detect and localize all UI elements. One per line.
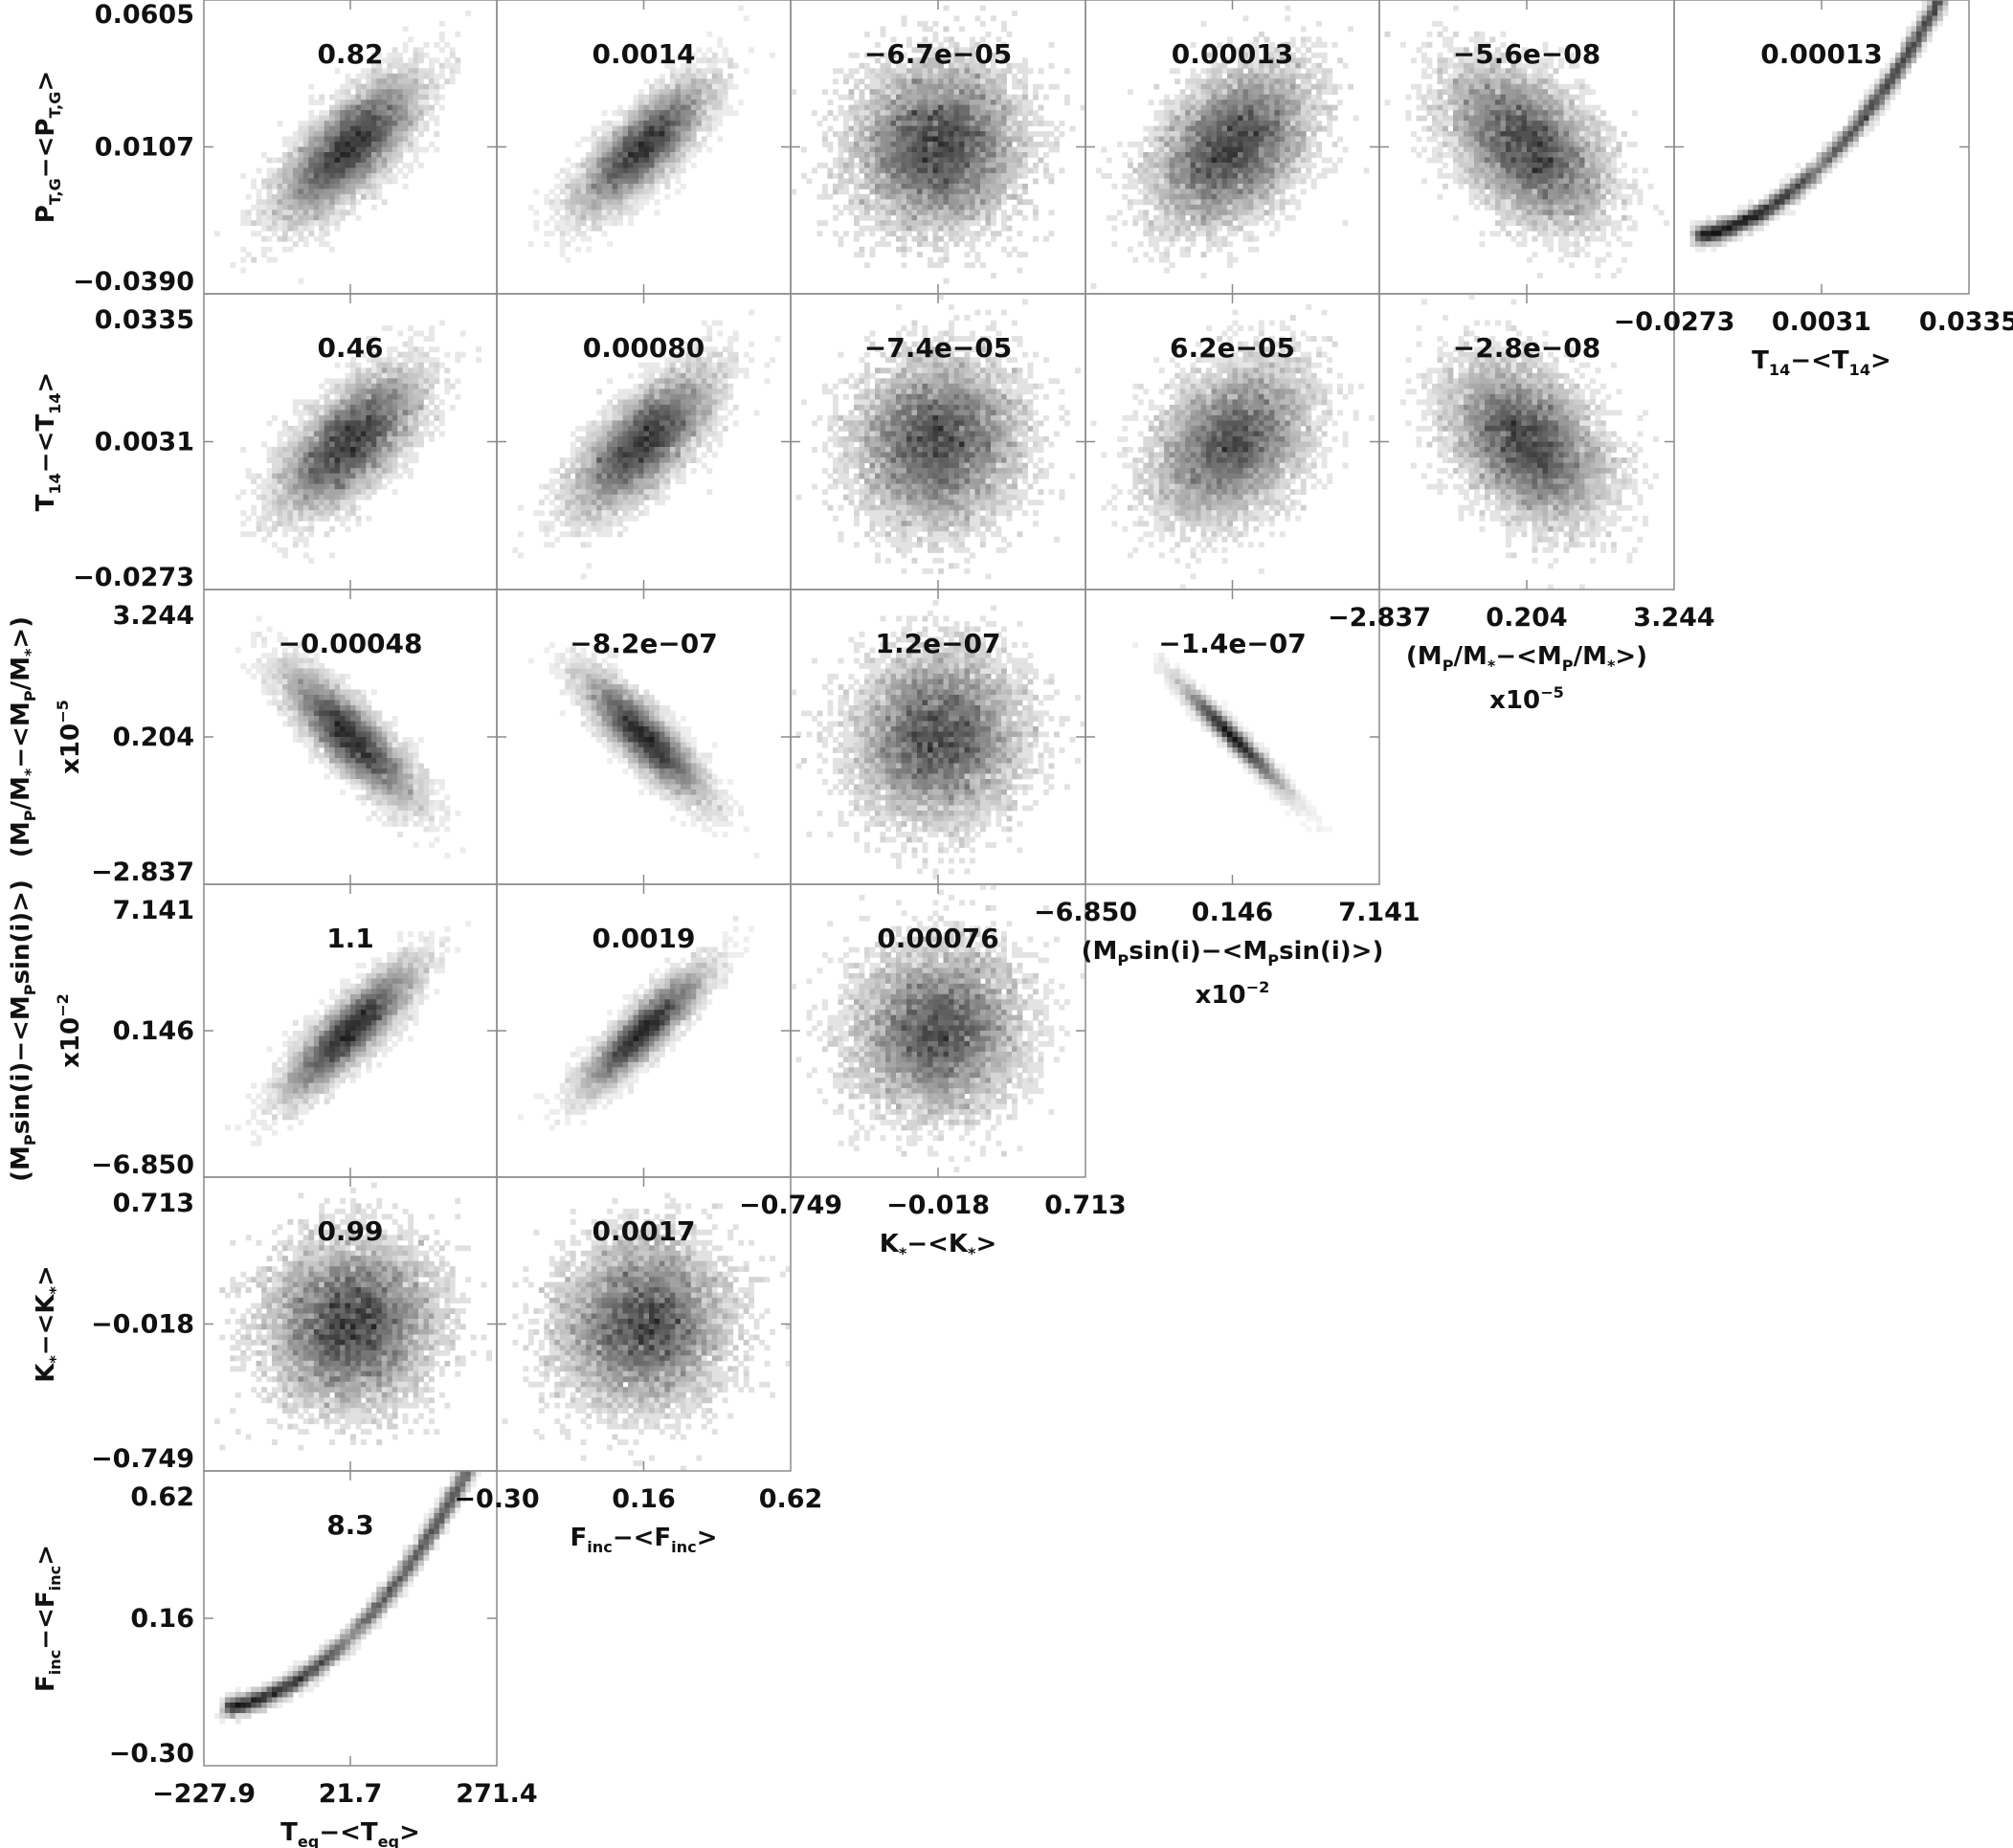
y-axis-label: $F_{inc}-<F_{inc}>$ (32, 1545, 64, 1692)
y-tick-mid: 0.16 (130, 1604, 194, 1634)
x-tick-mid: 0.16 (612, 1484, 676, 1514)
panel-value-label: 0.00076 (877, 923, 999, 954)
y-axis-label: $K_*-<K_*>$ (32, 1265, 64, 1383)
y-tick-mid: 0.204 (113, 723, 194, 752)
panel-value-label: −2.8e−08 (1453, 332, 1600, 364)
x-tick-min: −227.9 (152, 1779, 256, 1809)
panel-value-label: 0.00080 (583, 332, 705, 364)
panel-value-label: 1.2e−07 (875, 628, 1000, 659)
panel-value-label: 0.82 (317, 38, 383, 70)
panel-value-label: 6.2e−05 (1170, 332, 1295, 364)
x-tick-mid: 0.204 (1486, 603, 1567, 633)
x-axis-label: $(M_P\sin(i)-<M_P\sin(i)>)$ (1082, 937, 1384, 969)
x-tick-max: 3.244 (1633, 603, 1714, 633)
y-axis-label: $(M_P\sin(i)-<M_P\sin(i)>)$ (7, 879, 39, 1182)
y-axis-multiplier: $x10^{-5}$ (54, 700, 85, 774)
panel-value-label: 0.0014 (592, 38, 695, 70)
y-tick-mid: 0.146 (113, 1016, 194, 1046)
y-axis-label: $P_{T,G}-<P_{T,G}>$ (32, 71, 64, 224)
panel-value-label: 1.1 (326, 923, 374, 954)
x-tick-max: 7.141 (1338, 898, 1420, 927)
y-tick-mid: 0.0107 (95, 133, 194, 163)
panel-value-label: −0.00048 (279, 628, 423, 659)
y-tick-min: −0.30 (109, 1739, 194, 1769)
x-axis-label: $(M_P/M_*-<M_P/M_*>)$ (1406, 642, 1647, 675)
y-tick-min: −0.749 (91, 1444, 194, 1474)
y-tick-max: 0.62 (130, 1482, 194, 1512)
panel-value-label: 0.0017 (592, 1215, 695, 1247)
x-tick-min: −6.850 (1034, 898, 1137, 927)
x-tick-mid: 0.146 (1192, 898, 1273, 927)
x-tick-min: −2.837 (1328, 603, 1431, 633)
x-axis-label: $K_*-<K_*>$ (880, 1230, 997, 1262)
panel-value-label: −6.7e−05 (864, 38, 1012, 70)
x-axis-label: $T_{14}-<T_{14}>$ (1752, 346, 1891, 379)
x-tick-min: −0.30 (454, 1484, 539, 1514)
y-tick-min: −0.0390 (73, 267, 194, 297)
x-tick-min: −0.0273 (1614, 307, 1735, 337)
y-tick-min: −6.850 (91, 1150, 194, 1180)
panel-value-label: 0.99 (317, 1215, 383, 1247)
y-tick-max: 0.713 (113, 1189, 194, 1218)
x-tick-max: 271.4 (456, 1779, 537, 1809)
panel-value-label: −5.6e−08 (1453, 38, 1600, 70)
x-axis-label: $T_{eq}-<T_{eq}>$ (280, 1818, 420, 1848)
y-tick-min: −0.0273 (73, 563, 194, 592)
y-axis-multiplier: $x10^{-2}$ (54, 993, 85, 1068)
x-tick-mid: 0.0031 (1772, 307, 1871, 337)
x-tick-mid: −0.018 (886, 1191, 990, 1220)
panel-value-label: 8.3 (326, 1509, 374, 1541)
y-tick-max: 3.244 (113, 601, 194, 631)
y-axis-label: $T_{14}-<T_{14}>$ (32, 372, 64, 512)
panel-value-label: 0.00013 (1172, 38, 1294, 70)
y-tick-min: −2.837 (91, 857, 194, 887)
y-tick-max: 0.0605 (95, 0, 194, 30)
x-axis-label: $F_{inc}-<F_{inc}>$ (570, 1524, 718, 1556)
x-tick-max: 0.0335 (1919, 307, 2013, 337)
panel-value-label: 0.00013 (1760, 38, 1883, 70)
x-axis-multiplier: $x10^{-2}$ (1196, 978, 1270, 1010)
x-tick-max: 0.713 (1044, 1191, 1126, 1220)
y-tick-max: 0.0335 (95, 305, 194, 335)
panel-value-label: −1.4e−07 (1158, 628, 1306, 659)
panel-value-label: 0.46 (317, 332, 383, 364)
panel-value-label: 0.0019 (592, 923, 695, 954)
y-tick-mid: −0.018 (91, 1310, 194, 1340)
y-axis-label: $(M_P/M_*-<M_P/M_*>)$ (7, 616, 39, 857)
y-tick-mid: 0.0031 (95, 428, 194, 457)
panel-value-label: −8.2e−07 (570, 628, 717, 659)
x-axis-multiplier: $x10^{-5}$ (1489, 683, 1564, 715)
x-tick-mid: 21.7 (319, 1779, 383, 1809)
panel-value-label: −7.4e−05 (864, 332, 1012, 364)
x-tick-min: −0.749 (739, 1191, 842, 1220)
y-tick-max: 7.141 (113, 896, 194, 925)
x-tick-max: 0.62 (759, 1484, 823, 1514)
